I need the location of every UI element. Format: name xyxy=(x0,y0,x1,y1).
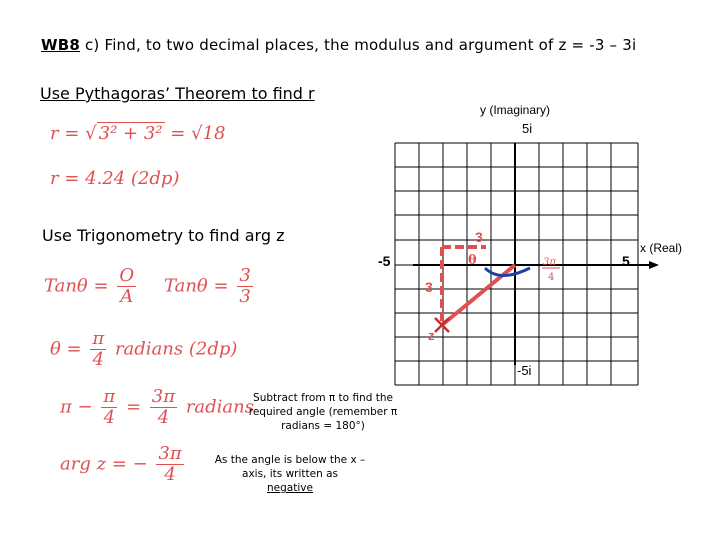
sqrt-symbol: √ xyxy=(85,123,97,144)
r-equation-2: r = 4.24 (2dp) xyxy=(50,168,180,189)
theta-lhs: θ = xyxy=(50,338,82,360)
y-axis-label: y (Imaginary) xyxy=(480,103,551,117)
r-eq1-rhs: √18 xyxy=(191,123,226,144)
sub-pi: π − xyxy=(60,396,93,418)
real-axis-arrow xyxy=(649,261,659,269)
sub-num1: π xyxy=(103,386,116,407)
point-z-label: z xyxy=(428,328,435,343)
trig-heading: Use Trigonometry to find arg z xyxy=(42,226,285,245)
sub-rest: radians xyxy=(185,396,254,418)
subtract-note: Subtract from π to find the required angle (remember π radians = 180°) xyxy=(248,392,398,432)
tan1-lhs: Tanθ = xyxy=(44,275,109,297)
sub-num2: 3π xyxy=(151,386,176,407)
pythagoras-heading: Use Pythagoras’ Theorem to find r xyxy=(40,84,315,103)
theta-label: θ xyxy=(468,253,477,268)
title-label: WB8 xyxy=(41,36,81,54)
tan2-num: 3 xyxy=(239,265,251,286)
angle-label-den: 4 xyxy=(548,272,555,283)
theta-den: 4 xyxy=(92,349,105,370)
negative-word: negative xyxy=(267,482,313,494)
arg-num: 3π xyxy=(158,443,182,464)
sub-den1: 4 xyxy=(103,407,116,428)
r-eq1-radicand: 3² + 3² xyxy=(98,123,163,144)
tan1-num: O xyxy=(119,265,135,286)
theta-rest: radians (2dp) xyxy=(114,338,238,360)
title-text: c) Find, to two decimal places, the modulus and argument of z = -3 – 3i xyxy=(84,36,637,54)
sub-eq: = xyxy=(125,396,142,418)
y-bottom-label: -5i xyxy=(517,363,532,378)
sub-den2: 4 xyxy=(157,407,170,428)
tan2-den: 3 xyxy=(239,286,251,307)
r-eq1-eq: = xyxy=(170,123,186,144)
x-right-label: 5 xyxy=(622,253,630,269)
tan1-den: A xyxy=(120,286,134,307)
x-left-label: -5 xyxy=(378,253,391,269)
horizontal-side-label: 3 xyxy=(475,229,483,245)
theta-num: π xyxy=(92,328,105,349)
angle-label-num: 3π xyxy=(543,257,556,268)
x-axis-label: x (Real) xyxy=(640,241,683,255)
below-axis-text: As the angle is below the x –axis, its written as xyxy=(214,454,366,480)
tan2-lhs: Tanθ = xyxy=(164,275,229,297)
vertical-side-label: 3 xyxy=(425,279,433,295)
arg-lhs: arg z = − xyxy=(60,453,148,475)
r-eq1-lhs: r = xyxy=(50,123,80,144)
arg-den: 4 xyxy=(164,464,176,485)
y-top-label: 5i xyxy=(522,121,533,136)
